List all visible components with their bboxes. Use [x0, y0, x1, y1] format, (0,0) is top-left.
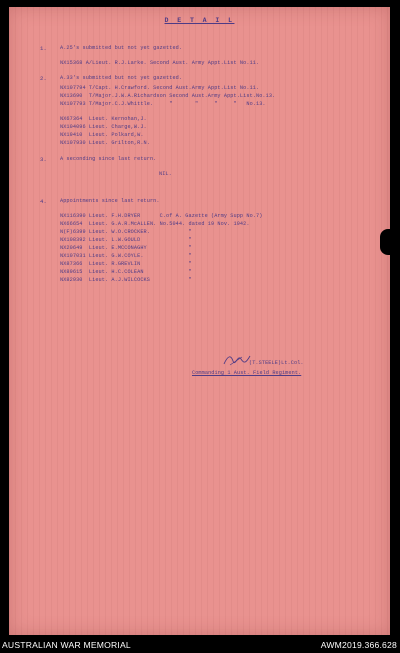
appointment-row: NX20649 Lieut. E.MCCONAGHY "	[60, 245, 192, 251]
section-3-number: 3.	[40, 156, 47, 163]
section-2-officer: NX67364 Lieut. Kernohan,J.	[60, 116, 147, 122]
appointment-row: NX108392 Lieut. L.W.GOULD "	[60, 237, 192, 243]
section-3-value: NIL.	[159, 171, 172, 177]
section-3-heading: A seconding since last return.	[60, 156, 157, 162]
section-2-number: 2.	[40, 75, 47, 82]
document-title: D E T A I L	[164, 17, 235, 24]
section-2-line: NX107794 T/Capt. H.Crawford. Second Aust.Army Appt.List No.11.	[60, 85, 260, 91]
section-2-officer: NX107930 Lieut. Grilton,R.N.	[60, 140, 150, 146]
section-2-line: NX107793 T/Major.C.J.Whittle. " " " " No.13.	[60, 101, 266, 107]
appointment-row: NX89615 Lieut. H.C.COLEAN "	[60, 269, 192, 275]
section-2-line: NX13690 T/Major.J.W.A.Richardson Second Aust.Army Appt.List.No.13.	[60, 93, 276, 99]
appointment-row: N(F)6399 Lieut. W.O.CROCKER. "	[60, 229, 192, 235]
appointment-row: NX107031 Lieut. G.W.COYLE. "	[60, 253, 192, 259]
signature-scrawl-icon	[222, 351, 252, 367]
section-2-officer: NX19410 Lieut. Polkard,W.	[60, 132, 144, 138]
signature-title: Commanding 1 Aust. Field Regiment.	[192, 370, 302, 376]
page-tear	[380, 229, 390, 255]
section-4-number: 4.	[40, 198, 47, 205]
section-1-line: NX15368 A/Lieut. R.J.Larke. Second Aust. Army Appt.List No.11.	[60, 60, 260, 66]
appointment-row: NX87366 Lieut. R.GREVLIN "	[60, 261, 192, 267]
signature-name: (T.STEELE)Lt.Col.	[249, 360, 304, 366]
appointment-row: NX82930 Lieut. A.J.WILCOCKS "	[60, 277, 192, 283]
section-2-officer: NX104096 Lieut. Charge,W.J.	[60, 124, 147, 130]
section-2-heading: A.33's submitted but not yet gazetted.	[60, 75, 183, 81]
section-4-heading: Appointments since last return.	[60, 198, 160, 204]
document-page	[9, 7, 390, 635]
appointment-row: NX66654 Lieut. G.A.R.McALLEN. No.5044. dated 19 Nov. 1942.	[60, 221, 250, 227]
section-1-heading: A.25's submitted but not yet gazetted.	[60, 45, 183, 51]
footer-source: AUSTRALIAN WAR MEMORIAL	[2, 640, 131, 650]
footer-accession-id: AWM2019.366.628	[320, 640, 397, 650]
appointment-row: NX116390 Lieut. F.H.DRYER C.of A. Gazette (Army Supp No.7)	[60, 213, 263, 219]
section-1-number: 1.	[40, 45, 47, 52]
